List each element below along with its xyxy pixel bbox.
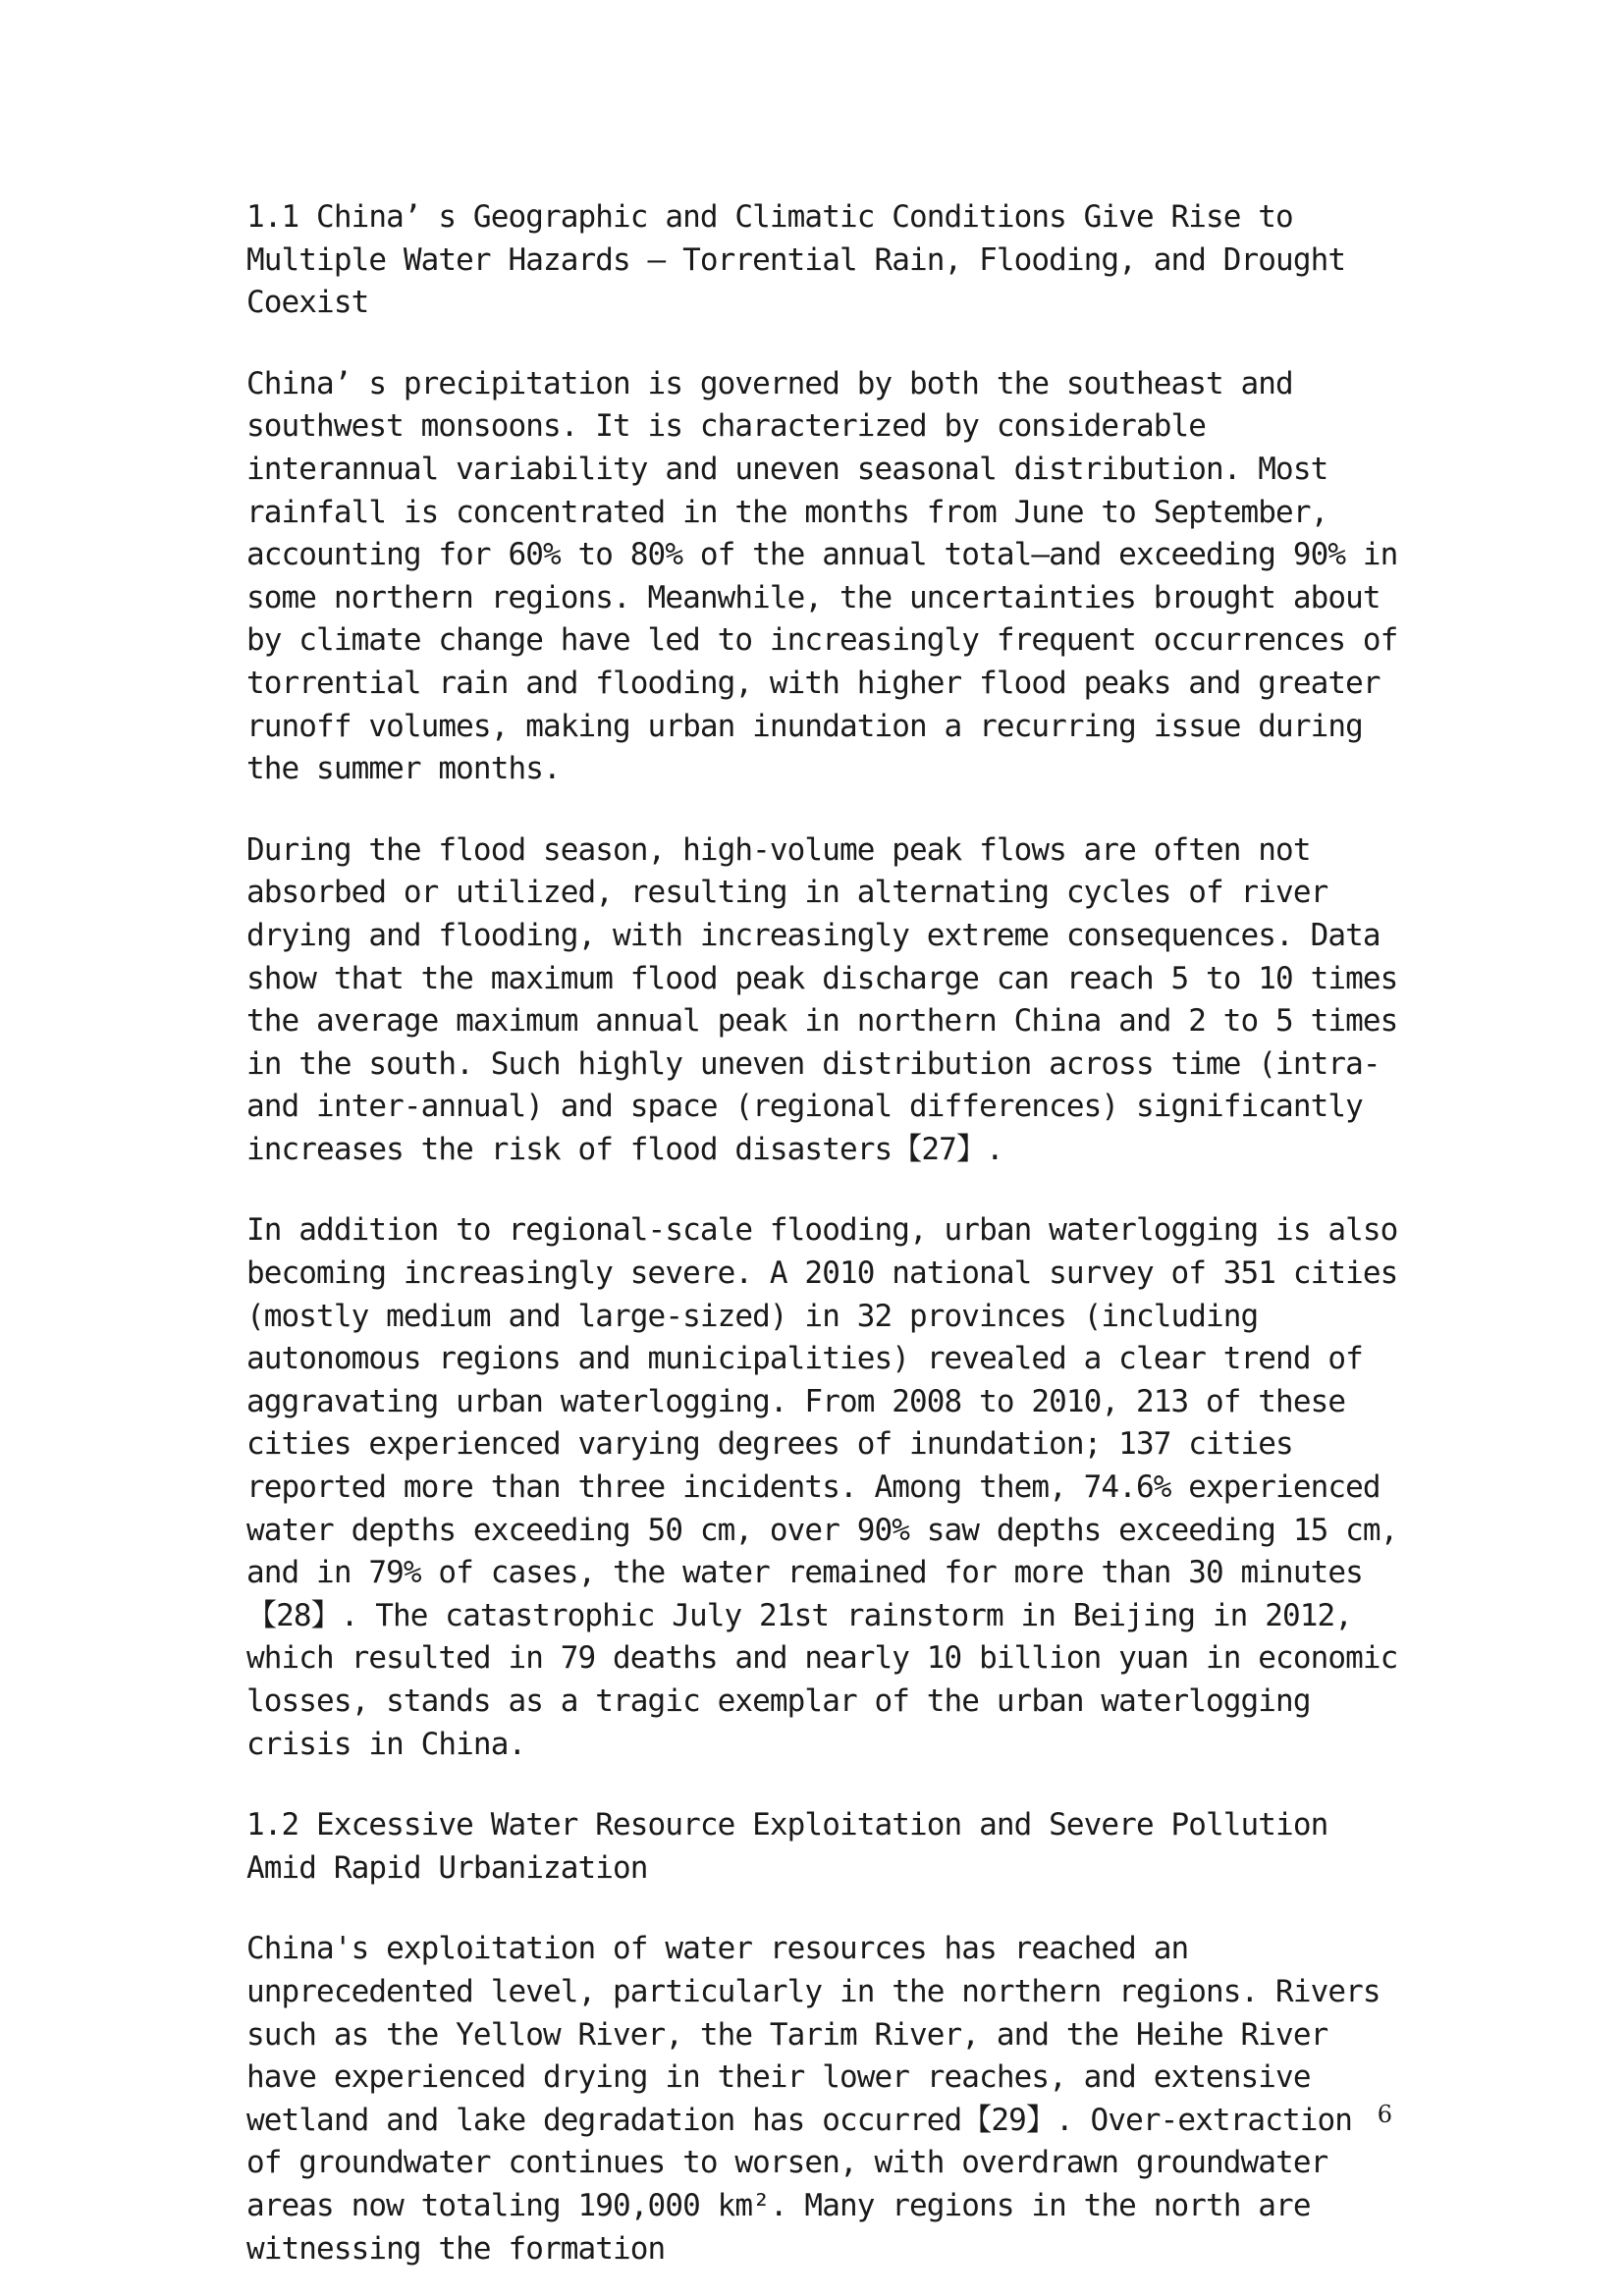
section-heading-1-2: 1.2 Excessive Water Resource Exploitation and Severe Pollution Amid Rapid Urbanization	[246, 1807, 1328, 1886]
paragraph-water-exploitation: China's exploitation of water resources has reached an unprecedented level, particularly in the northern regions. Rivers such as the Yellow River, the Tarim River, and the Heihe River have experienced drying in their lower reaches, and extensive wetland and lake degradation has occurred【29】. Over-extraction of groundwater continues to worsen, with overdrawn groundwater areas now totaling 190,000 km². Many regions in the north are witnessing the formation	[246, 1931, 1380, 2267]
section-heading-1-1: 1.1 China’ s Geographic and Climatic Conditions Give Rise to Multiple Water Hazards — Torrential Rain, Flooding, and Drought Coexist	[246, 199, 1346, 321]
page-number: 6	[1377, 2101, 1392, 2128]
page-body	[246, 196, 1400, 2270]
paragraph-precipitation: China’ s precipitation is governed by both the southeast and southwest monsoons. It is characterized by considerable interannual variability and uneven seasonal distribution. Most rainfall is concentrated in the months from June to September, accounting for 60% to 80% of the annual total—and exceeding 90% in some northern regions. Meanwhile, the uncertainties brought about by climate change have led to increasingly frequent occurrences of torrential rain and flooding, with higher flood peaks and greater runoff volumes, making urban inundation a recurring issue during the summer months.	[246, 365, 1398, 787]
paragraph-urban-waterlogging: In addition to regional-scale flooding, urban waterlogging is also becoming increasingly severe. A 2010 national survey of 351 cities (mostly medium and large-sized) in 32 provinces (including autonomous regions and municipalities) revealed a clear trend of aggravating urban waterlogging. From 2008 to 2010, 213 of these cities experienced varying degrees of inundation; 137 cities reported more than three incidents. Among them, 74.6% experienced water depths exceeding 50 cm, over 90% saw depths exceeding 15 cm, and in 79% of cases, the water remained for more than 30 minutes【28】. The catastrophic July 21st rainstorm in Beijing in 2012, which resulted in 79 deaths and nearly 10 billion yuan in economic losses, stands as a tragic exemplar of the urban waterlogging crisis in China.	[246, 1212, 1398, 1762]
paragraph-flood-season: During the flood season, high-volume peak flows are often not absorbed or utilized, resulting in alternating cycles of river drying and flooding, with increasingly extreme consequences. Data show that the maximum flood peak discharge can reach 5 to 10 times the average maximum annual peak in northern China and 2 to 5 times in the south. Such highly uneven distribution across time (intra- and inter-annual) and space (regional differences) significantly increases the risk of flood disasters【27】.	[246, 831, 1398, 1167]
